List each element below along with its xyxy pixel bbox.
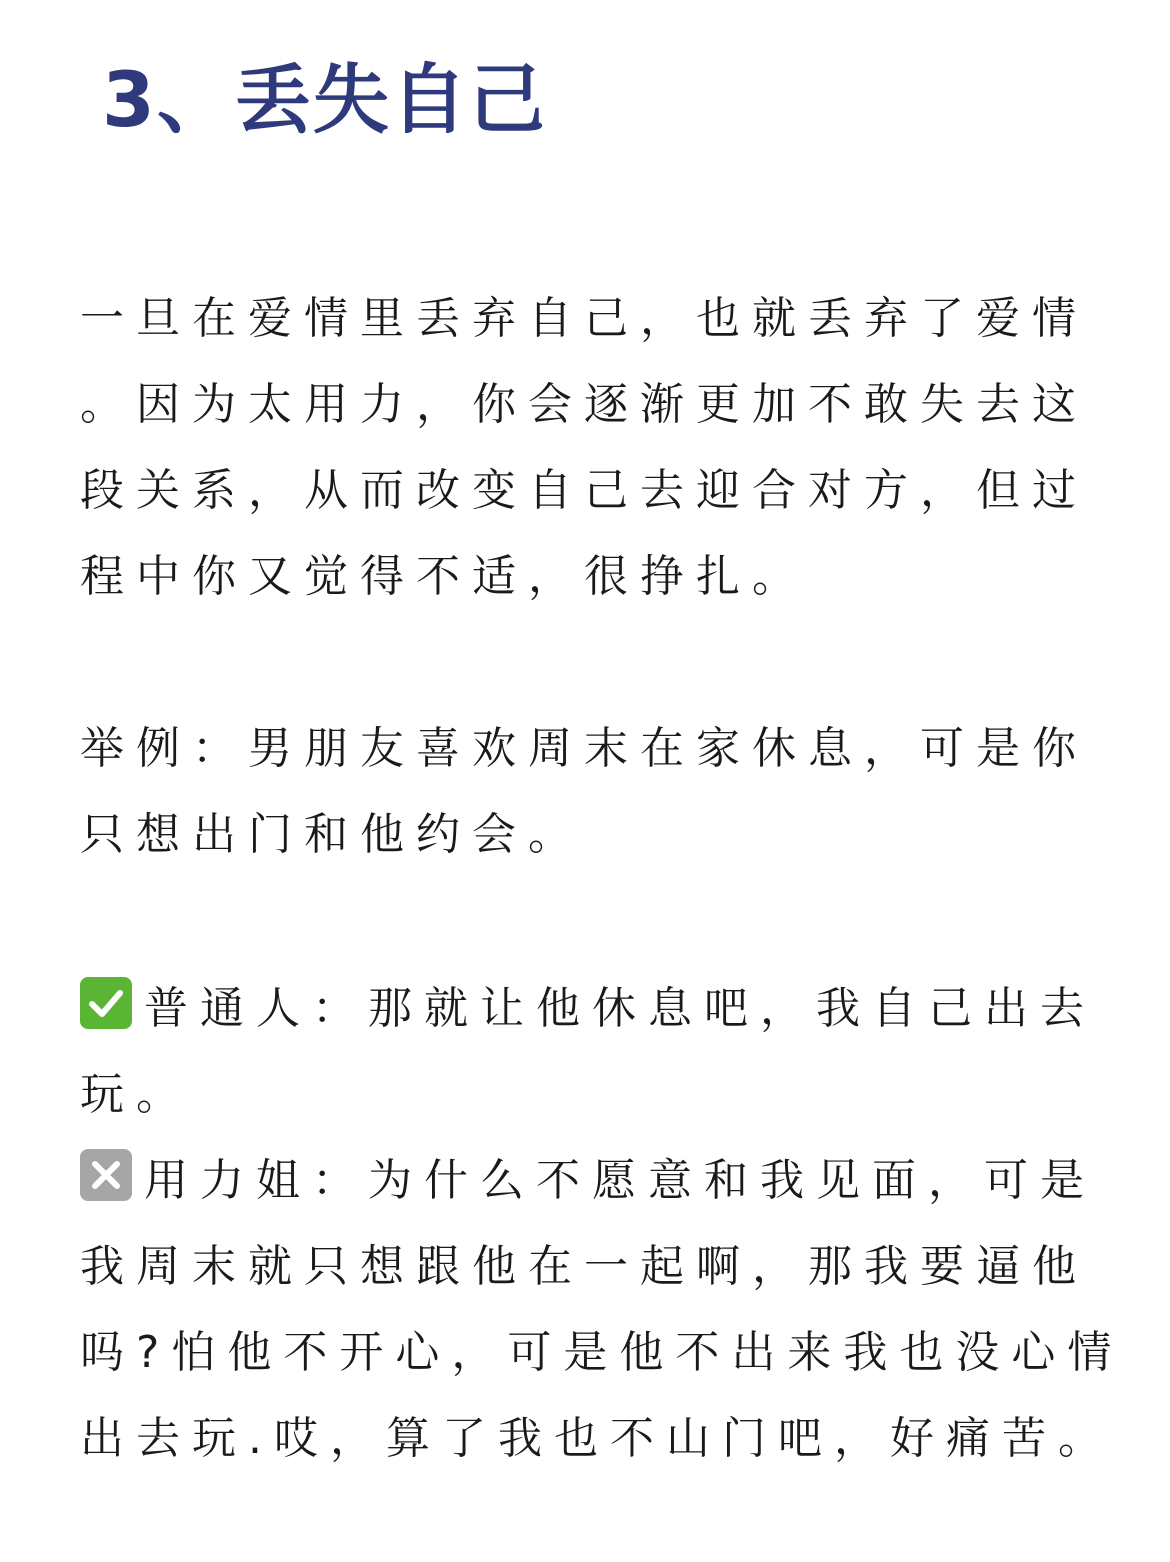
comparison-block [80,966,1124,1482]
paragraph-line: 段关系，从而改变自己去迎合对方，但过 [80,465,1088,516]
tryhard-text: 用力姐：为什么不愿意和我见面，可是 [144,1155,1096,1206]
example-paragraph [80,706,1090,878]
section-title: 3、丢失自己 [102,55,547,144]
paragraph-line: 程中你又觉得不适，很挣扎。 [80,551,808,602]
tryhard-line-cont: 出去玩.哎，算了我也不山门吧，好痛苦。 [80,1413,1114,1464]
ordinary-person-line-cont: 玩。 [80,1069,192,1120]
paragraph-line: 。因为太用力，你会逐渐更加不敢失去这 [80,379,1088,430]
tryhard-line-cont: 我周末就只想跟他在一起啊，那我要逼他 [80,1241,1088,1292]
paragraph-line: 一旦在爱情里丢弃自己，也就丢弃了爱情 [80,293,1088,344]
ordinary-person-text: 普通人：那就让他休息吧，我自己出去 [144,983,1096,1034]
check-mark-icon [80,977,132,1029]
intro-paragraph [80,276,1090,620]
paragraph-line: 只想出门和他约会。 [80,809,584,860]
ordinary-person-line [80,966,1096,1052]
tryhard-line [80,1138,1096,1224]
paragraph-line: 举例：男朋友喜欢周末在家休息，可是你 [80,723,1088,774]
tryhard-line-cont: 吗?怕他不开心，可是他不出来我也没心情 [80,1327,1124,1378]
cross-mark-icon [80,1149,132,1201]
